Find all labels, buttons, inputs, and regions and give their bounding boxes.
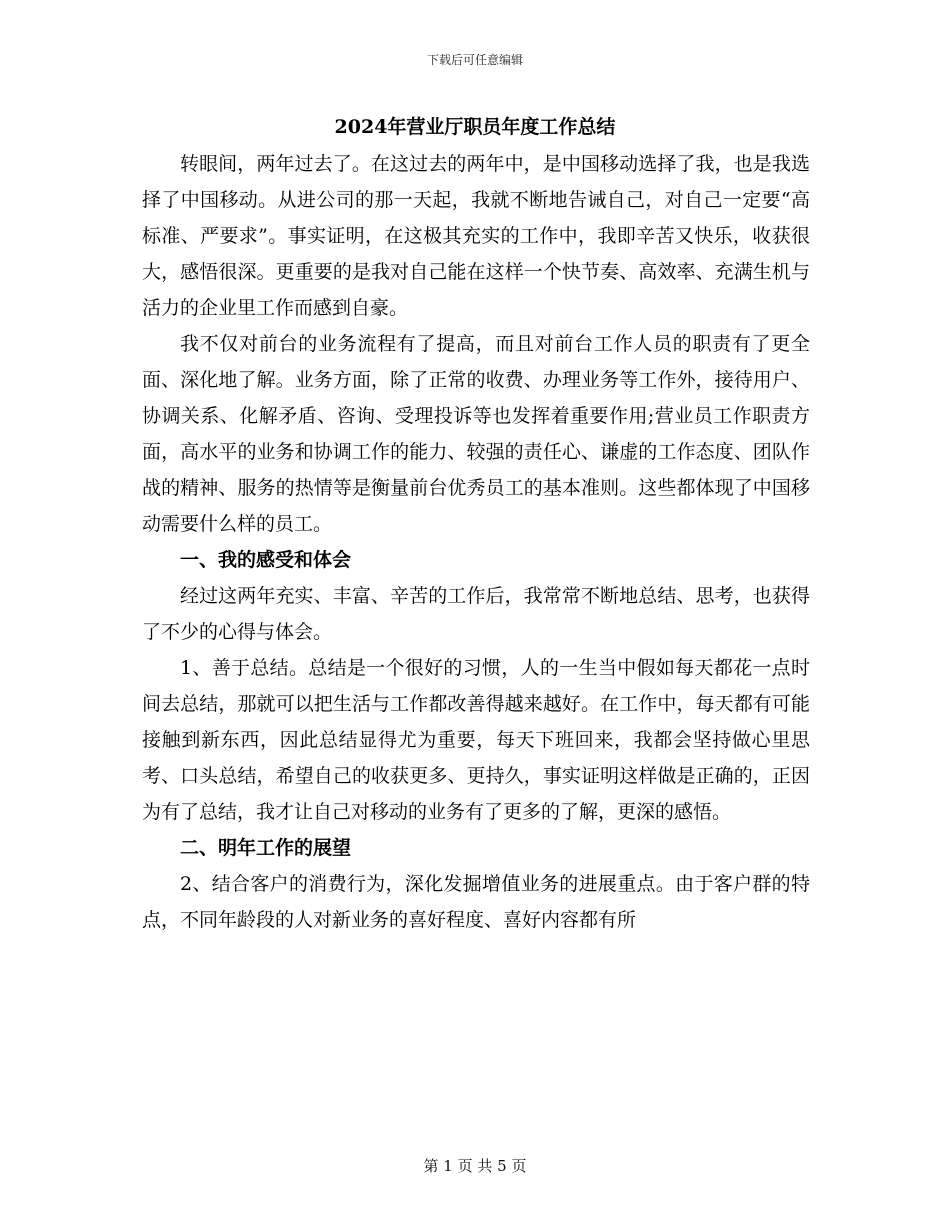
header-note: 下载后可任意编辑 [426, 53, 523, 67]
paragraph-reflection: 经过这两年充实、丰富、辛苦的工作后，我常常不断地总结、思考，也获得了不少的心得与体会。 [142, 585, 810, 643]
paragraph-summary-habit: 1、善于总结。总结是一个很好的习惯，人的一生当中假如每天都花一点时间去总结，那就可以把生活与工作都改善得越来越好。在工作中，每天都有可能接触到新东西，因此总结显得尤为重要，每天下班回来，我都会坚持做心里思考、口头总结，希望自己的收获更多、更持久，事实证明这样做是正确的，正因为有了总结，我才让自己对移动的业务有了更多的了解，更深的感悟。 [142, 657, 810, 823]
section-heading-feelings: 一、我的感受和体会 [180, 549, 352, 571]
document-title: 2024年营业厅职员年度工作总结 [334, 116, 616, 138]
section-heading-outlook: 二、明年工作的展望 [180, 837, 352, 859]
page-number: 第 1 页 共 5 页 [423, 1157, 527, 1175]
paragraph-intro: 转眼间，两年过去了。在这过去的两年中，是中国移动选择了我，也是我选择了中国移动。从进公司的那一天起，我就不断地告诫自己，对自己一定要“高标准、严要求”。事实证明，在这极其充实的工作中，我即辛苦又快乐，收获很大，感悟很深。更重要的是我对自己能在这样一个快节奏、高效率、充满生机与活力的企业里工作而感到自豪。 [142, 153, 810, 319]
paragraph-value-added: 2、结合客户的消费行为，深化发掘增值业务的进展重点。由于客户群的特点，不同年龄段的人对新业务的喜好程度、喜好内容都有所 [142, 873, 810, 931]
paragraph-duties: 我不仅对前台的业务流程有了提高，而且对前台工作人员的职责有了更全面、深化地了解。业务方面，除了正常的收费、办理业务等工作外，接待用户、协调关系、化解矛盾、咨询、受理投诉等也发挥着重要作用;营业员工作职责方面，高水平的业务和协调工作的能力、较强的责任心、谦虚的工作态度、团队作战的精神、服务的热情等是衡量前台优秀员工的基本准则。这些都体现了中国移动需要什么样的员工。 [142, 333, 810, 535]
document-body [142, 146, 810, 938]
